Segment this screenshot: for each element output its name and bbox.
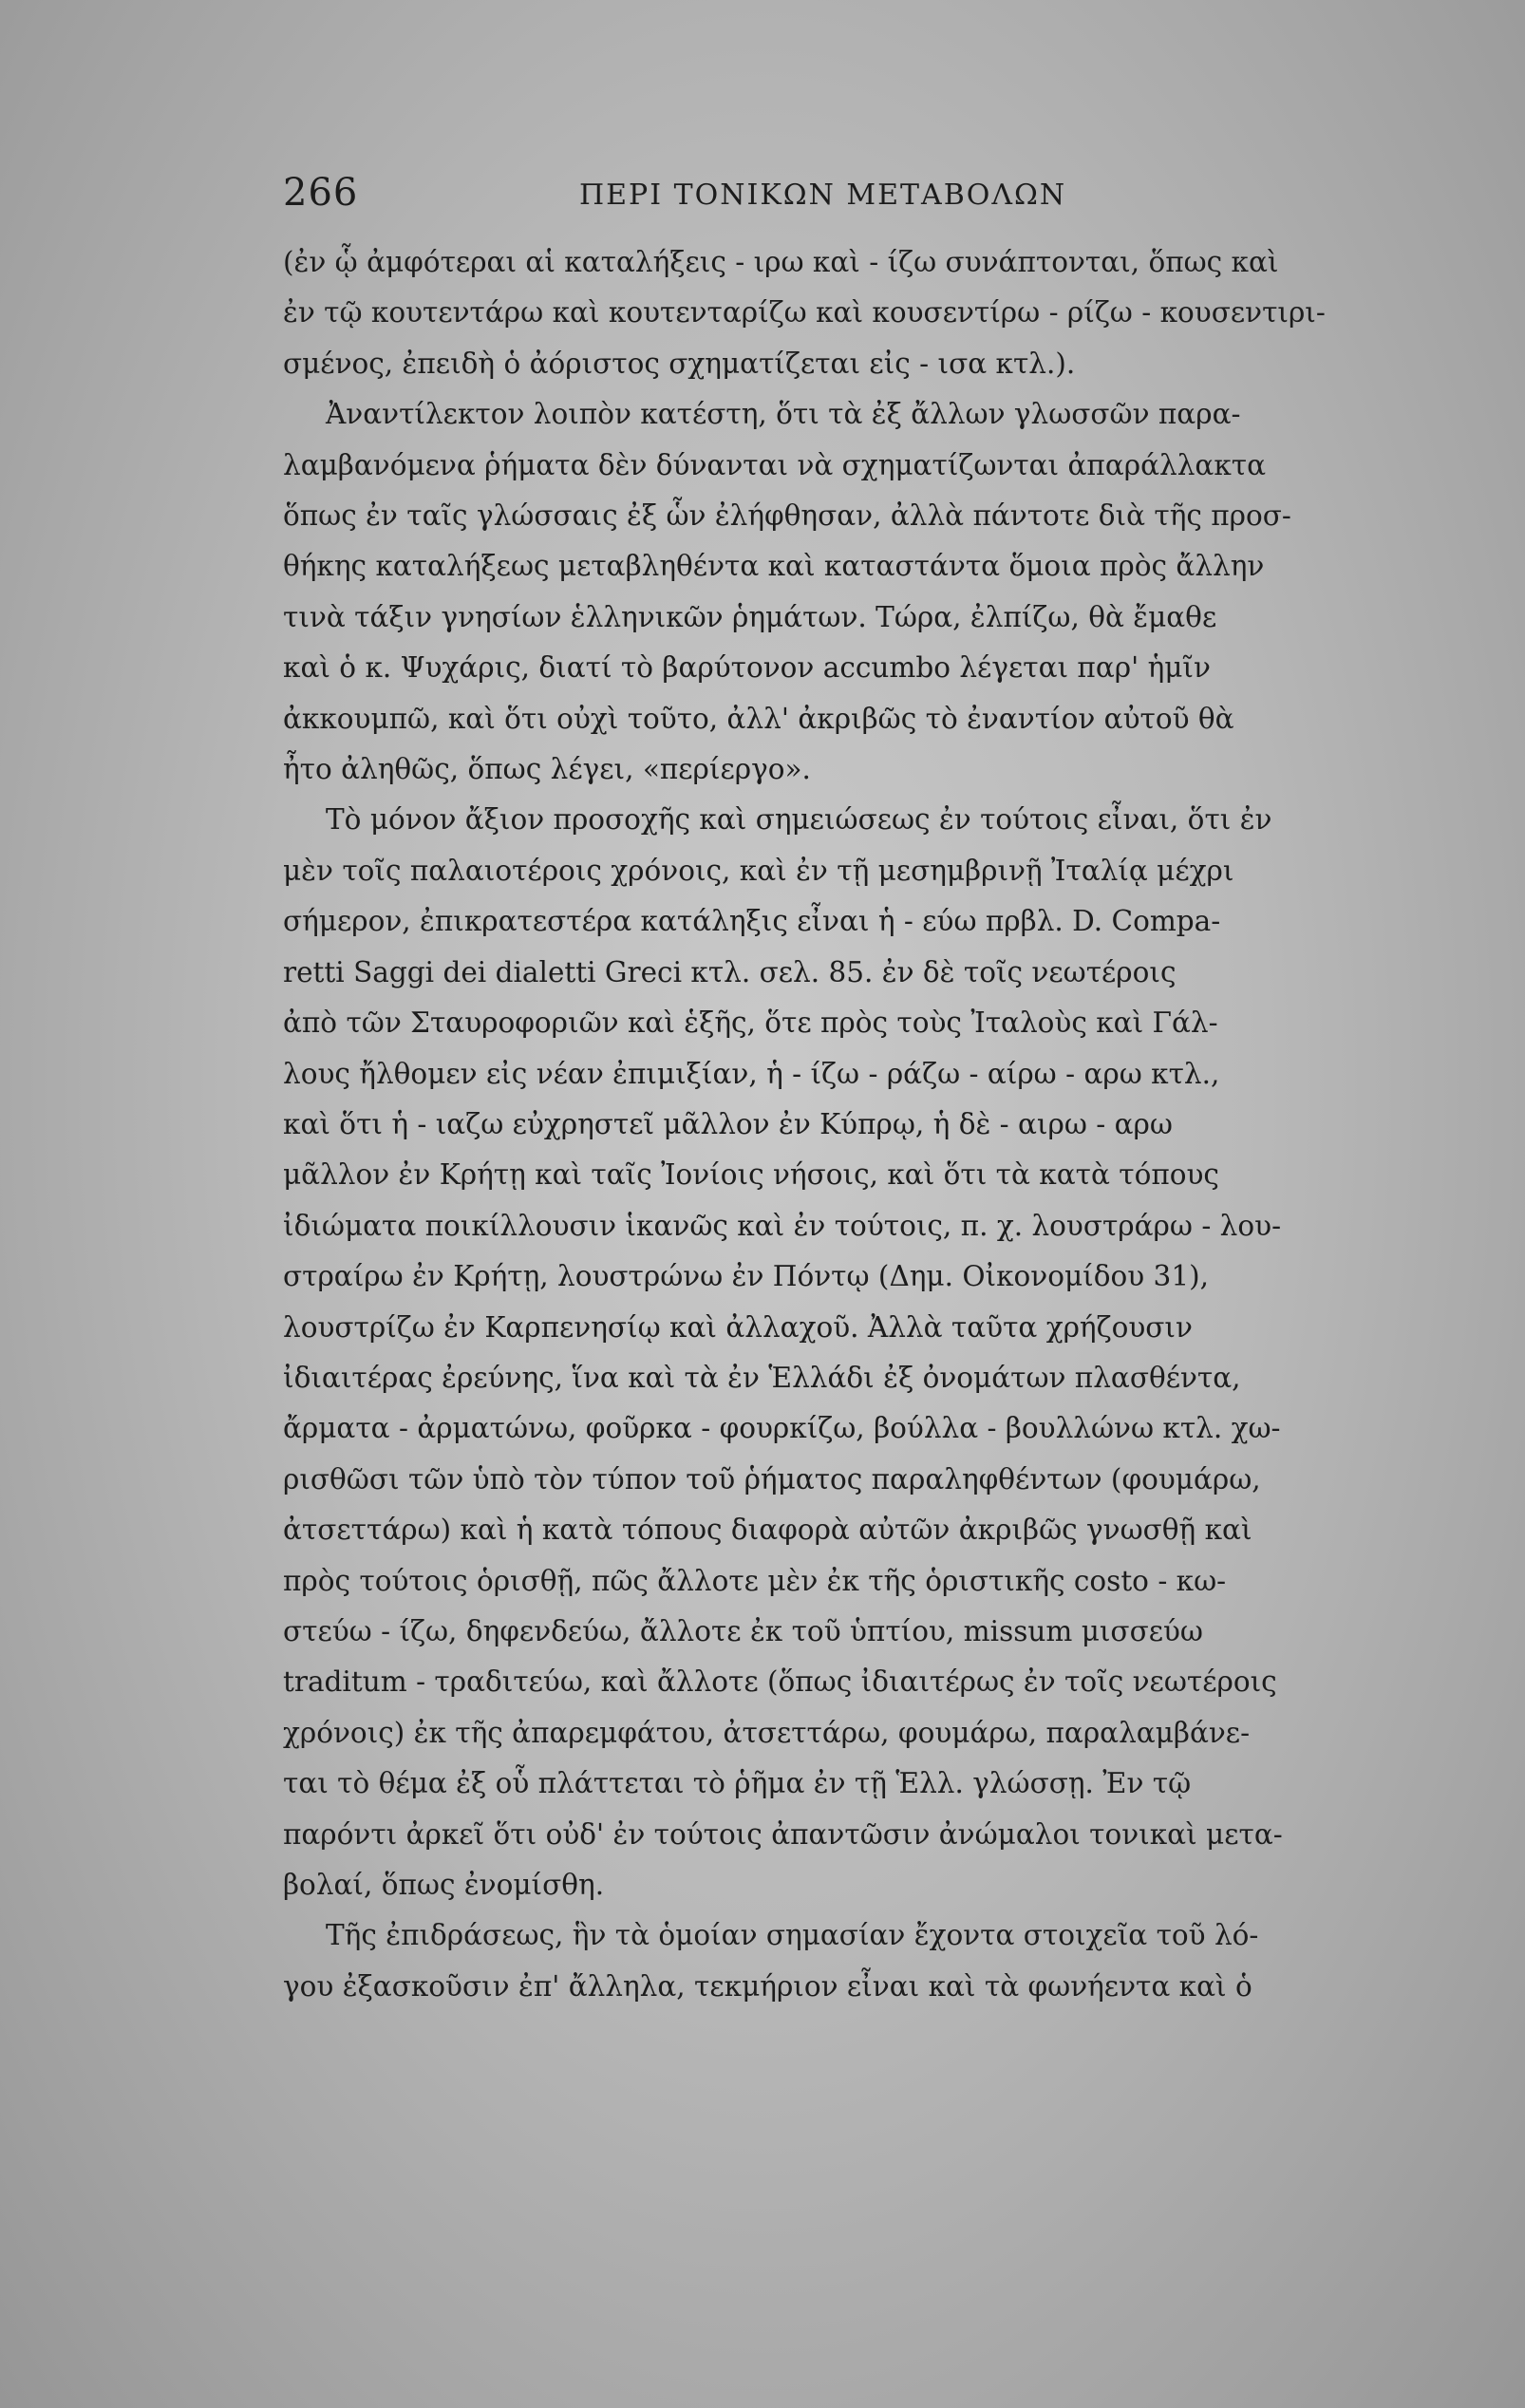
text-line: σήμερον, ἐπικρατεστέρα κατάληξις εἶναι ἡ - εύω πρβλ. D. Compa- (283, 905, 1221, 938)
text-line: ἀτσεττάρω) καὶ ἡ κατὰ τόπους διαφορὰ αὐτῶν ἀκριβῶς γνωσθῇ καὶ (283, 1514, 1252, 1547)
page-header (237, 142, 1472, 218)
book-page (237, 142, 1472, 2345)
text-line: βολαί, ὅπως ἐνομίσθη. (283, 1869, 605, 1901)
body-text (283, 237, 1437, 2012)
text-line: ἄρματα - ἀρματώνω, φοῦρκα - φουρκίζω, βούλλα - βουλλώνω κτλ. χω- (283, 1412, 1281, 1445)
text-line: (ἐν ᾧ ἀμφότεραι αἱ καταλήξεις - ιρω καὶ - ίζω συνάπτονται, ὅπως καὶ (283, 246, 1279, 278)
text-line: λαμβανόμενα ῥήματα δὲν δύνανται νὰ σχηματίζωνται ἀπαράλλακτα (283, 448, 1266, 481)
text-line: στραίρω ἐν Κρήτῃ, λουστρώνω ἐν Πόντῳ (Δημ. Οἰκονομίδου 31), (283, 1260, 1209, 1293)
paragraph-4 (283, 1910, 1437, 2012)
text-line: παρόντι ἀρκεῖ ὅτι οὐδ' ἐν τούτοις ἀπαντῶσιν ἀνώμαλοι τονικαὶ μετα- (283, 1817, 1283, 1851)
text-line: ρισθῶσι τῶν ὑπὸ τὸν τύπον τοῦ ῥήματος παραληφθέντων (φουμάρω, (283, 1462, 1261, 1496)
text-line: ἀπὸ τῶν Σταυροφοριῶν καὶ ἑξῆς, ὅτε πρὸς τοὺς Ἰταλοὺς καὶ Γάλ- (283, 1006, 1218, 1040)
text-line: ἰδιώματα ποικίλλουσιν ἱκανῶς καὶ ἐν τούτοις, π. χ. λουστράρω - λου- (283, 1209, 1282, 1242)
page-number: 266 (283, 171, 359, 215)
text-line: σμένος, ἐπειδὴ ὁ ἀόριστος σχηματίζεται εἰς - ισα κτλ.). (283, 347, 1076, 380)
text-line: μὲν τοῖς παλαιοτέροις χρόνοις, καὶ ἐν τῇ μεσημβρινῇ Ἰταλίᾳ μέχρι (283, 854, 1234, 887)
text-line: πρὸς τούτοις ὁρισθῇ, πῶς ἄλλοτε μὲν ἐκ τῆς ὁριστικῆς costo - κω- (283, 1564, 1227, 1597)
paragraph-2 (283, 389, 1437, 795)
text-line: χρόνοις) ἐκ τῆς ἀπαρεμφάτου, ἀτσεττάρω, φουμάρω, παραλαμβάνε- (283, 1716, 1251, 1749)
text-line: καὶ ὅτι ἡ - ιαζω εὐχρηστεῖ μᾶλλον ἐν Κύπρῳ, ἡ δὲ - αιρω - αρω (283, 1107, 1173, 1140)
text-line: μᾶλλον ἐν Κρήτῃ καὶ ταῖς Ἰονίοις νήσοις, καὶ ὅτι τὰ κατὰ τόπους (283, 1158, 1219, 1192)
text-line: γου ἐξασκοῦσιν ἐπ' ἄλληλα, τεκμήριον εἶναι καὶ τὰ φωνήεντα καὶ ὁ (283, 1969, 1252, 2003)
text-line: Τῆς ἐπιδράσεως, ἣν τὰ ὁμοίαν σημασίαν ἔχοντα στοιχεῖα τοῦ λό- (326, 1919, 1259, 1952)
paragraph-3 (283, 795, 1437, 1910)
text-line: traditum - τραδιτεύω, καὶ ἄλλοτε (ὅπως ἰδιαιτέρως ἐν τοῖς νεωτέροις (283, 1665, 1277, 1699)
text-line: ἰδιαιτέρας ἐρεύνης, ἵνα καὶ τὰ ἐν Ἑλλάδι ἐξ ὀνομάτων πλασθέντα, (283, 1361, 1241, 1394)
text-line: ται τὸ θέμα ἐξ οὗ πλάττεται τὸ ῥῆμα ἐν τῇ Ἑλλ. γλώσσῃ. Ἐν τῷ (283, 1767, 1192, 1800)
text-line: λους ἤλθομεν εἰς νέαν ἐπιμιξίαν, ἡ - ίζω - ράζω - αίρω - αρω κτλ., (283, 1057, 1220, 1090)
running-head: ΠΕΡΙ ΤΟΝΙΚΩΝ ΜΕΤΑΒΟΛΩΝ (579, 179, 1067, 212)
text-line: Ἀναντίλεκτον λοιπὸν κατέστη, ὅτι τὰ ἐξ ἄλλων γλωσσῶν παρα- (326, 398, 1241, 431)
text-line: τινὰ τάξιν γνησίων ἑλληνικῶν ῥημάτων. Τώρα, ἐλπίζω, θὰ ἔμαθε (283, 600, 1217, 633)
text-line: Τὸ μόνον ἄξιον προσοχῆς καὶ σημειώσεως ἐν τούτοις εἶναι, ὅτι ἐν (326, 803, 1272, 837)
text-line: ἦτο ἀληθῶς, ὅπως λέγει, «περίεργο». (283, 753, 811, 786)
paragraph-1 (283, 237, 1437, 389)
text-line: θήκης καταλήξεως μεταβληθέντα καὶ καταστάντα ὅμοια πρὸς ἄλλην (283, 550, 1265, 583)
text-line: ὅπως ἐν ταῖς γλώσσαις ἐξ ὧν ἐλήφθησαν, ἀλλὰ πάντοτε διὰ τῆς προσ- (283, 499, 1291, 533)
text-line: λουστρίζω ἐν Καρπενησίῳ καὶ ἀλλαχοῦ. Ἀλλὰ ταῦτα χρήζουσιν (283, 1310, 1193, 1344)
text-line: καὶ ὁ κ. Ψυχάρις, διατί τὸ βαρύτονον accumbo λέγεται παρ' ἡμῖν (283, 651, 1211, 685)
text-line: ἀκκουμπῶ, καὶ ὅτι οὐχὶ τοῦτο, ἀλλ' ἀκριβῶς τὸ ἐναντίον αὐτοῦ θὰ (283, 702, 1234, 735)
text-line: retti Saggi dei dialetti Greci κτλ. σελ. 85. ἐν δὲ τοῖς νεωτέροις (283, 955, 1177, 988)
text-line: στεύω - ίζω, δηφενδεύω, ἄλλοτε ἐκ τοῦ ὑπτίου, missum μισσεύω (283, 1614, 1203, 1647)
text-line: ἐν τῷ κουτεντάρω καὶ κουτενταρίζω καὶ κουσεντίρω - ρίζω - κουσεντιρι- (283, 296, 1326, 329)
